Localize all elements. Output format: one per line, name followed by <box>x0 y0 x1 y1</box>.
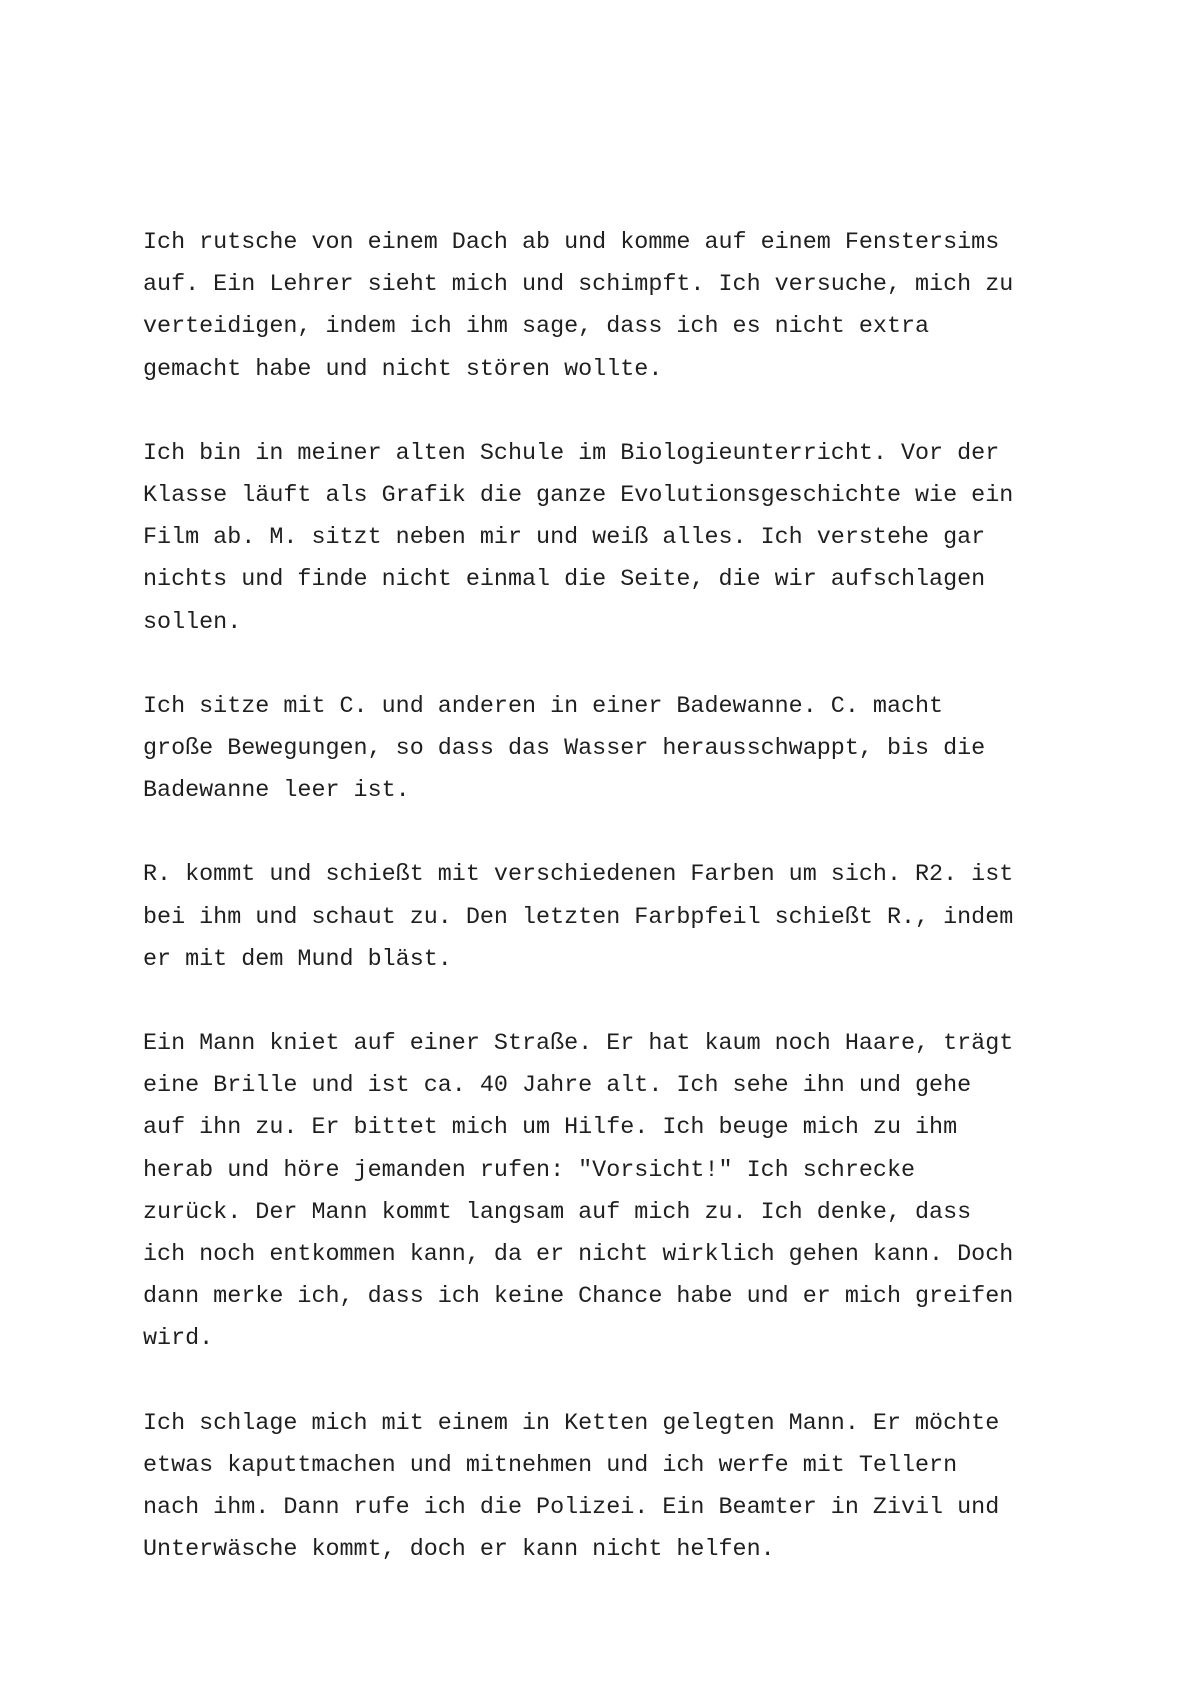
paragraph-chained-man <box>143 1403 1083 1572</box>
text-line: herab und höre jemanden rufen: "Vorsicht!" Ich schrecke <box>143 1157 916 1184</box>
text-line: Ich schlage mich mit einem in Ketten gelegten Mann. Er möchte <box>143 1410 1000 1437</box>
text-line: nach ihm. Dann rufe ich die Polizei. Ein Beamter in Zivil und <box>143 1495 1000 1522</box>
text-line: gemacht habe und nicht stören wollte. <box>143 356 663 383</box>
text-line: eine Brille und ist ca. 40 Jahre alt. Ich sehe ihn und gehe <box>143 1073 972 1100</box>
text-line: zurück. Der Mann kommt langsam auf mich zu. Ich denke, dass <box>143 1199 972 1226</box>
text-line: Ich rutsche von einem Dach ab und komme auf einem Fenstersims <box>143 230 1000 256</box>
text-line: verteidigen, indem ich ihm sage, dass ich es nicht extra <box>143 314 930 341</box>
text-line: R. kommt und schießt mit verschiedenen Farben um sich. R2. ist <box>143 862 1014 889</box>
text-line: Badewanne leer ist. <box>143 778 410 805</box>
text-line: Ein Mann kniet auf einer Straße. Er hat kaum noch Haare, trägt <box>143 1031 1014 1058</box>
text-line: Klasse läuft als Grafik die ganze Evolutionsgeschichte wie ein <box>143 483 1014 510</box>
document-body <box>143 222 1083 1613</box>
text-line: Ich bin in meiner alten Schule im Biologieunterricht. Vor der <box>143 440 1000 467</box>
text-line: sollen. <box>143 609 242 636</box>
text-line: Film ab. M. sitzt neben mir und weiß alles. Ich verstehe gar <box>143 525 986 552</box>
paragraph-kneeling-man <box>143 1023 1083 1361</box>
text-line: große Bewegungen, so dass das Wasser herausschwappt, bis die <box>143 736 986 763</box>
paragraph-roof-slide <box>143 222 1083 391</box>
text-line: auf. Ein Lehrer sieht mich und schimpft. Ich versuche, mich zu <box>143 272 1014 299</box>
text-line: Unterwäsche kommt, doch er kann nicht helfen. <box>143 1537 775 1564</box>
paragraph-bathtub <box>143 686 1083 813</box>
paragraph-colors <box>143 854 1083 981</box>
text-line: er mit dem Mund bläst. <box>143 946 452 973</box>
text-line: ich noch entkommen kann, da er nicht wirklich gehen kann. Doch <box>143 1242 1014 1269</box>
text-line: dann merke ich, dass ich keine Chance habe und er mich greifen <box>143 1284 1014 1311</box>
paragraph-biology-class <box>143 433 1083 644</box>
text-line: wird. <box>143 1326 214 1353</box>
text-line: Ich sitze mit C. und anderen in einer Badewanne. C. macht <box>143 693 944 720</box>
text-line: etwas kaputtmachen und mitnehmen und ich werfe mit Tellern <box>143 1452 958 1479</box>
text-line: auf ihn zu. Er bittet mich um Hilfe. Ich beuge mich zu ihm <box>143 1115 958 1142</box>
text-line: bei ihm und schaut zu. Den letzten Farbpfeil schießt R., indem <box>143 904 1014 931</box>
text-line: nichts und finde nicht einmal die Seite, die wir aufschlagen <box>143 567 986 594</box>
